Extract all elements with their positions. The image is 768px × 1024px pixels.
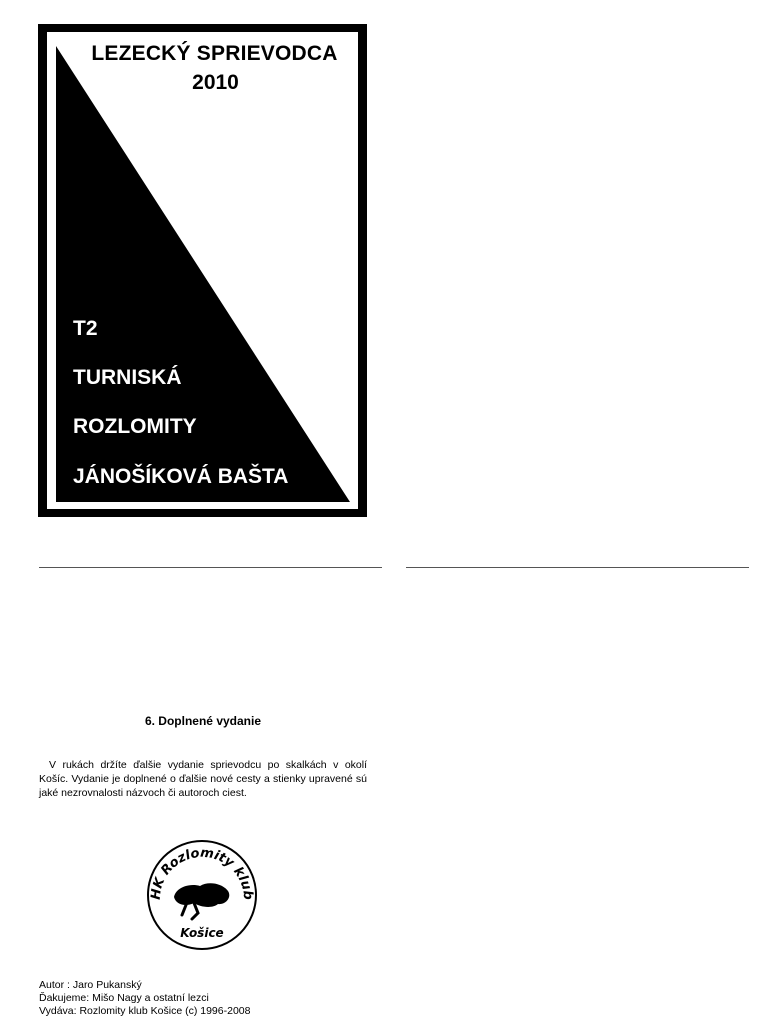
cover-title: LEZECKÝ SPRIEVODCA [91,42,338,65]
divider-left [39,567,382,568]
cover-year: 2010 [192,71,239,94]
divider-right [406,567,749,568]
credits-author: Autor : Jaro Pukanský [39,979,142,991]
intro-paragraph: V rukách držíte ďalšie vydanie sprievodcu po skalkách v okolí Košíc. Vydanie je doplnené o ďalšie nové cesty a stienky upravené sú jaké nezrovnalosti názvoch či autoroch ciest. [39,759,367,799]
credits-publisher: Vydáva: Rozlomity klub Košice (c) 1996-2008 [39,1005,251,1017]
cover-line-area-3: JÁNOŠÍKOVÁ BAŠTA [73,465,289,488]
cover-line-area-code: T2 [73,317,98,340]
club-logo [146,839,258,951]
logo-bottom-text: Košice [180,926,224,940]
credits-thanks: Ďakujeme: Mišo Nagy a ostatní lezci [39,992,209,1004]
cover-inner [47,32,358,509]
credits [39,979,250,1018]
cover [38,24,367,517]
edition-heading: 6. Doplnené vydanie [144,714,262,728]
logo-ring-text: HK Rozlomity klub [148,845,256,901]
cover-line-area-2: ROZLOMITY [73,415,197,438]
cover-line-area-1: TURNISKÁ [73,366,182,389]
